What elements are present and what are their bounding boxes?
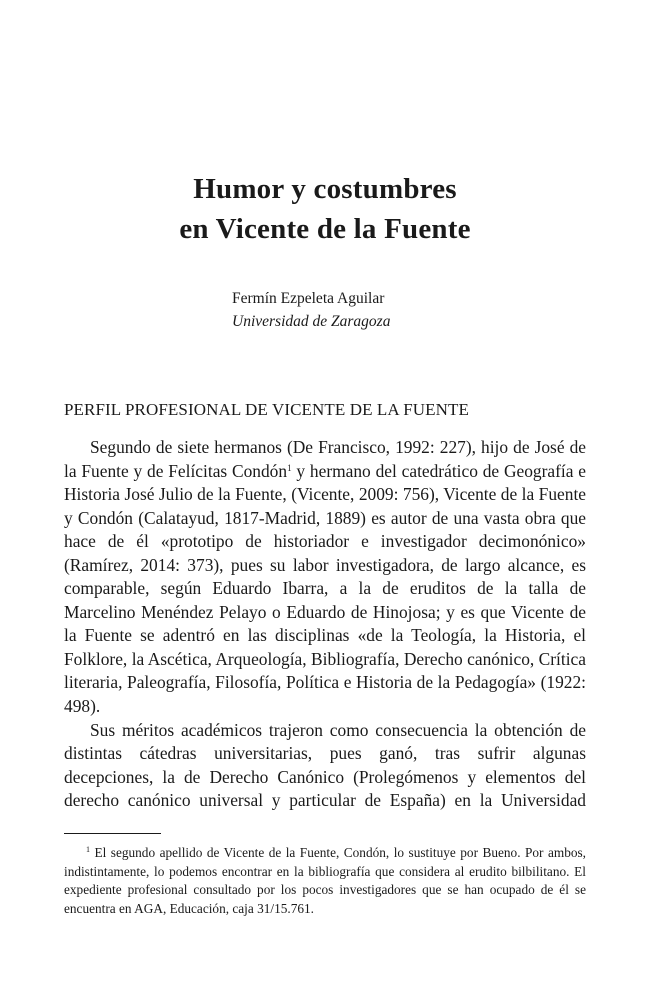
chapter-title-line-1: Humor y costumbres <box>193 173 457 205</box>
footnote-text: El segundo apellido de Vicente de la Fuente, Condón, lo sustituye por Bueno. Por ambos, indistintamente, lo podemos encontrar en la bibliografía que considera al erudito bilbilitano. El expediente profesional consultado por los pocos investigadores que se han ocupado de él se encuentra en AGA, Educación, caja 31/15.761. <box>64 845 586 916</box>
paragraph-1-text-a: Segundo de siete hermanos (De Francisco, 1992: 227), hijo de José de la Fuente y de Felícitas Condón <box>64 437 586 481</box>
chapter-title-line-2: en Vicente de la Fuente <box>179 213 471 245</box>
body-text <box>64 436 586 813</box>
author-name: Fermín Ezpeleta Aguilar <box>232 290 385 307</box>
author-affiliation: Universidad de Zaragoza <box>232 313 391 330</box>
footnote-separator <box>64 833 161 834</box>
paragraph-1-text-b: y hermano del catedrático de Geografía e Historia José Julio de la Fuente, (Vicente, 2009: 756), Vicente de la Fuente y Condón (Calatayud, 1817-Madrid, 1889) es autor de una vasta obra que hace de él «prototipo de historiador e investigador decimonónico» (Ramírez, 2014: 373), pues su labor investigadora, de largo alcance, es comparable, según Eduardo Ibarra, a la de eruditos de la talla de Marcelino Menéndez Pelayo o Eduardo de Hinojosa; y es que Vicente de la Fuente se adentró en las disciplinas «de la Teología, la Historia, el Folklore, la Ascética, Arqueología, Bibliografía, Derecho canónico, Crítica literaria, Paleografía, Filosofía, Política e Historia de la Pedagogía» (1922: 498). <box>64 460 586 717</box>
footnote <box>64 844 586 918</box>
paragraph-1 <box>64 436 586 719</box>
section-heading: PERFIL PROFESIONAL DE VICENTE DE LA FUENTE <box>64 400 469 419</box>
footnote-reference[interactable]: 1 <box>287 462 292 473</box>
paragraph-2: Sus méritos académicos trajeron como consecuencia la obtención de distintas cátedras universitarias, pues ganó, tras sufrir algunas decepciones, la de Derecho Canónico (Prolegómenos y elementos del derecho canónico universal y particular de España) en la Universidad <box>64 719 586 811</box>
footnote-marker: 1 <box>86 845 90 854</box>
